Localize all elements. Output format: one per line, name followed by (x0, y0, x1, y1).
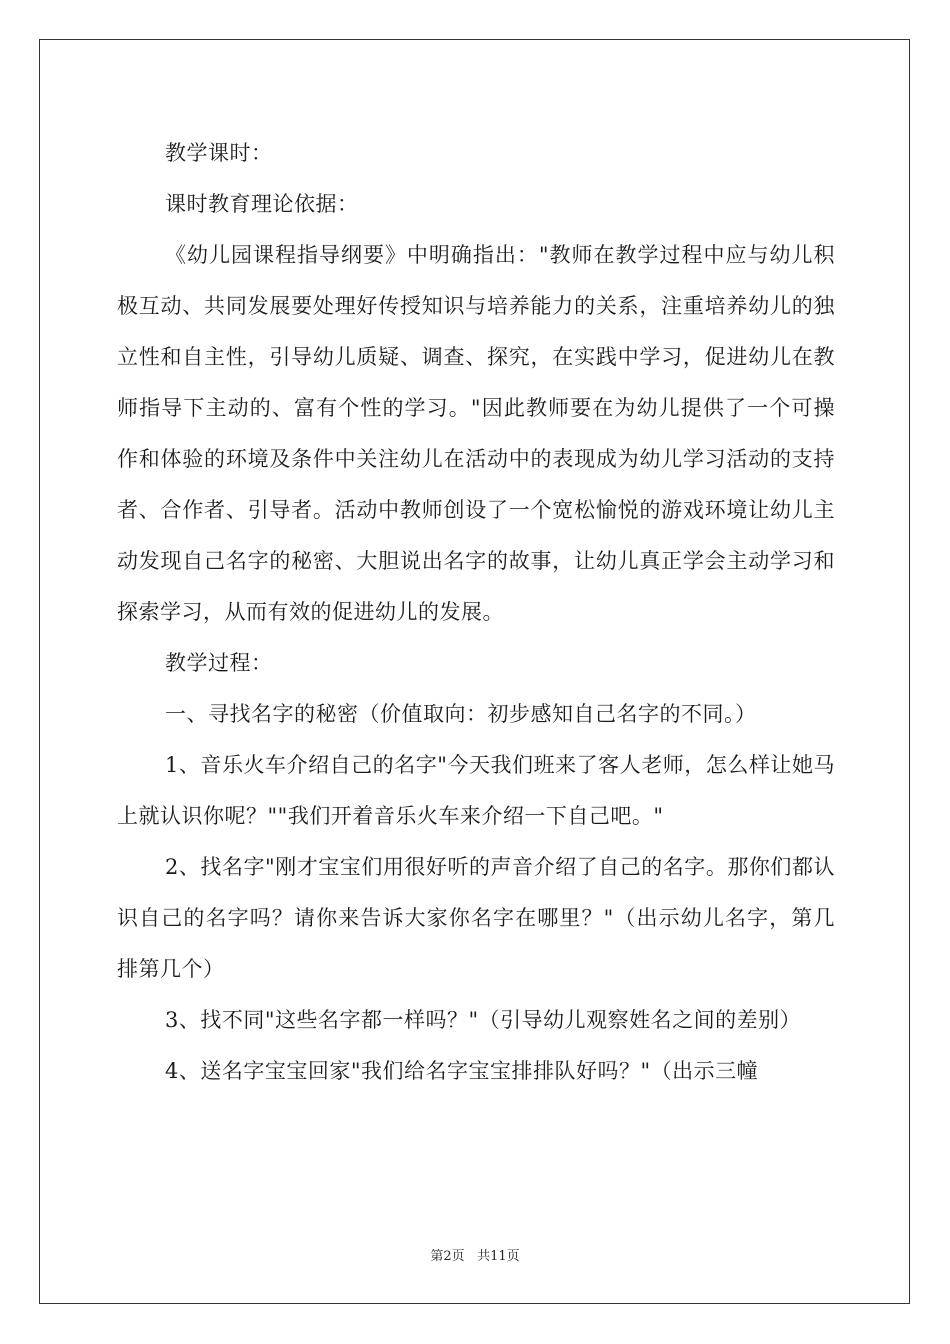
paragraph-theory-basis: 《幼儿园课程指导纲要》中明确指出："教师在教学过程中应与幼儿积极互动、共同发展要处理好传授知识与培养能力的关系，注重培养幼儿的独立性和自主性，引导幼儿质疑、调查、探究，在实践中学习，促进幼儿在教师指导下主动的、富有个性的学习。"因此教师要在为幼儿提供了一个可操作和体验的环境及条件中关注幼儿在活动中的表现成为幼儿学习活动的支持者、合作者、引导者。活动中教师创设了一个宽松愉悦的游戏环境让幼儿主动发现自己名字的秘密、大胆说出名字的故事，让幼儿真正学会主动学习和探索学习，从而有效的促进幼儿的发展。 (117, 243, 835, 624)
paragraph-teaching-process-heading: 教学过程： (165, 651, 273, 675)
page-number: 第2页 (430, 1249, 465, 1264)
paragraph-item-2: 2、找名字"刚才宝宝们用很好听的声音介绍了自己的名字。那你们都认识自己的名字吗？请你来告诉大家你名字在哪里？"（出示幼儿名字，第几排第几个） (117, 855, 835, 981)
paragraph-item-1: 1、音乐火车介绍自己的名字"今天我们班来了客人老师，怎么样让她马上就认识你呢？""我们开着音乐火车来介绍一下自己吧。" (117, 753, 835, 828)
paragraph-lesson-hours: 教学课时： (165, 141, 273, 165)
page-footer (0, 1245, 950, 1264)
paragraph-step-one: 一、寻找名字的秘密（价值取向：初步感知自己名字的不同。） (165, 702, 757, 726)
paragraph-item-3: 3、找不同"这些名字都一样吗？"（引导幼儿观察姓名之间的差别） (165, 1008, 802, 1032)
document-body (117, 128, 835, 1097)
paragraph-theory-basis-heading: 课时教育理论依据： (165, 192, 359, 216)
page-total: 共11页 (477, 1249, 520, 1264)
paragraph-item-4: 4、送名字宝宝回家"我们给名字宝宝排排队好吗？"（出示三幢 (165, 1059, 759, 1083)
